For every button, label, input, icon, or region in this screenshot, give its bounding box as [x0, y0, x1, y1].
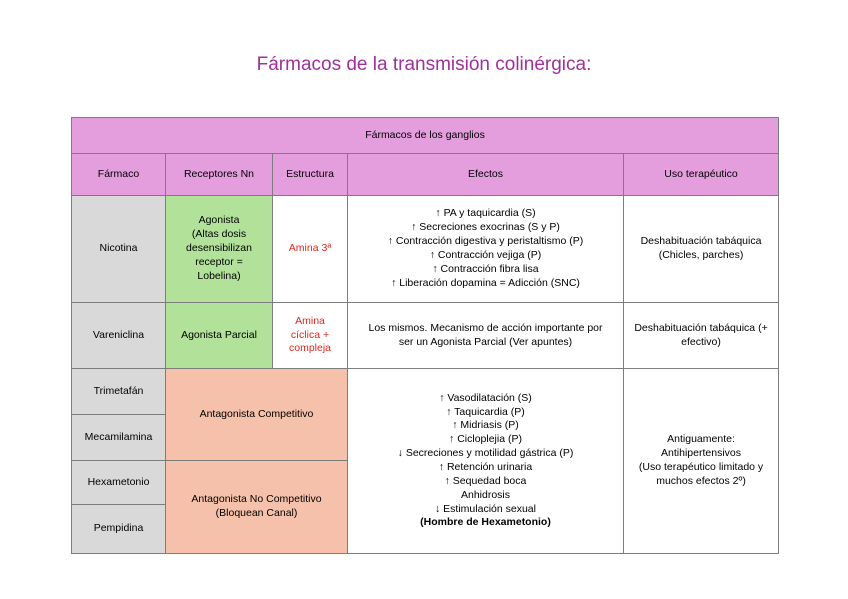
cell-estructura-nicotina: Amina 3ª — [273, 196, 348, 303]
header-estructura: Estructura — [273, 154, 348, 196]
cell-farmaco-hexametonio: Hexametonio — [72, 461, 166, 505]
cell-farmaco-nicotina: Nicotina — [72, 196, 166, 303]
cell-uso-antagonistas: Antiguamente: Antihipertensivos (Uso terapéutico limitado y muchos efectos 2º) — [624, 369, 779, 554]
cell-efectos-vareniclina: Los mismos. Mecanismo de acción importante por ser un Agonista Parcial (Ver apuntes) — [348, 303, 624, 369]
cell-farmaco-mecamilamina: Mecamilamina — [72, 415, 166, 461]
header-efectos: Efectos — [348, 154, 624, 196]
header-farmaco: Fármaco — [72, 154, 166, 196]
cell-antagonista-competitivo: Antagonista Competitivo — [166, 369, 348, 461]
table-caption: Fármacos de los ganglios — [72, 118, 779, 154]
cell-receptor-nicotina: Agonista (Altas dosis desensibilizan receptor = Lobelina) — [166, 196, 273, 303]
cell-uso-vareniclina: Deshabituación tabáquica (+ efectivo) — [624, 303, 779, 369]
table-row-vareniclina — [72, 303, 779, 369]
header-receptores: Receptores Nn — [166, 154, 273, 196]
cell-uso-nicotina: Deshabituación tabáquica (Chicles, parches) — [624, 196, 779, 303]
page-title: Fármacos de la transmisión colinérgica: — [256, 54, 592, 75]
cell-farmaco-vareniclina: Vareniclina — [72, 303, 166, 369]
ganglios-table — [71, 117, 779, 554]
cell-farmaco-pempidina: Pempidina — [72, 505, 166, 554]
cell-efectos-antagonistas: ↑ Vasodilatación (S) ↑ Taquicardia (P) ↑ Midriasis (P) ↑ Cicloplejia (P) ↓ Secreciones y motilidad gástrica (P) ↑ Retención urinaria ↑ Sequedad boca Anhidrosis ↓ Estimulación sexual (Hombre de Hexametonio) — [348, 369, 624, 554]
table-row-trimetafan — [72, 369, 779, 415]
cell-antagonista-no-competitivo: Antagonista No Competitivo (Bloquean Canal) — [166, 461, 348, 554]
cell-receptor-vareniclina: Agonista Parcial — [166, 303, 273, 369]
cell-farmaco-trimetafan: Trimetafán — [72, 369, 166, 415]
cell-estructura-vareniclina: Amina cíclica + compleja — [273, 303, 348, 369]
header-uso: Uso terapéutico — [624, 154, 779, 196]
cell-efectos-nicotina: ↑ PA y taquicardia (S) ↑ Secreciones exocrinas (S y P) ↑ Contracción digestiva y peristaltismo (P) ↑ Contracción vejiga (P) ↑ Contracción fibra lisa ↑ Liberación dopamina = Adicción (SNC) — [348, 196, 624, 303]
table-row-nicotina — [72, 196, 779, 303]
